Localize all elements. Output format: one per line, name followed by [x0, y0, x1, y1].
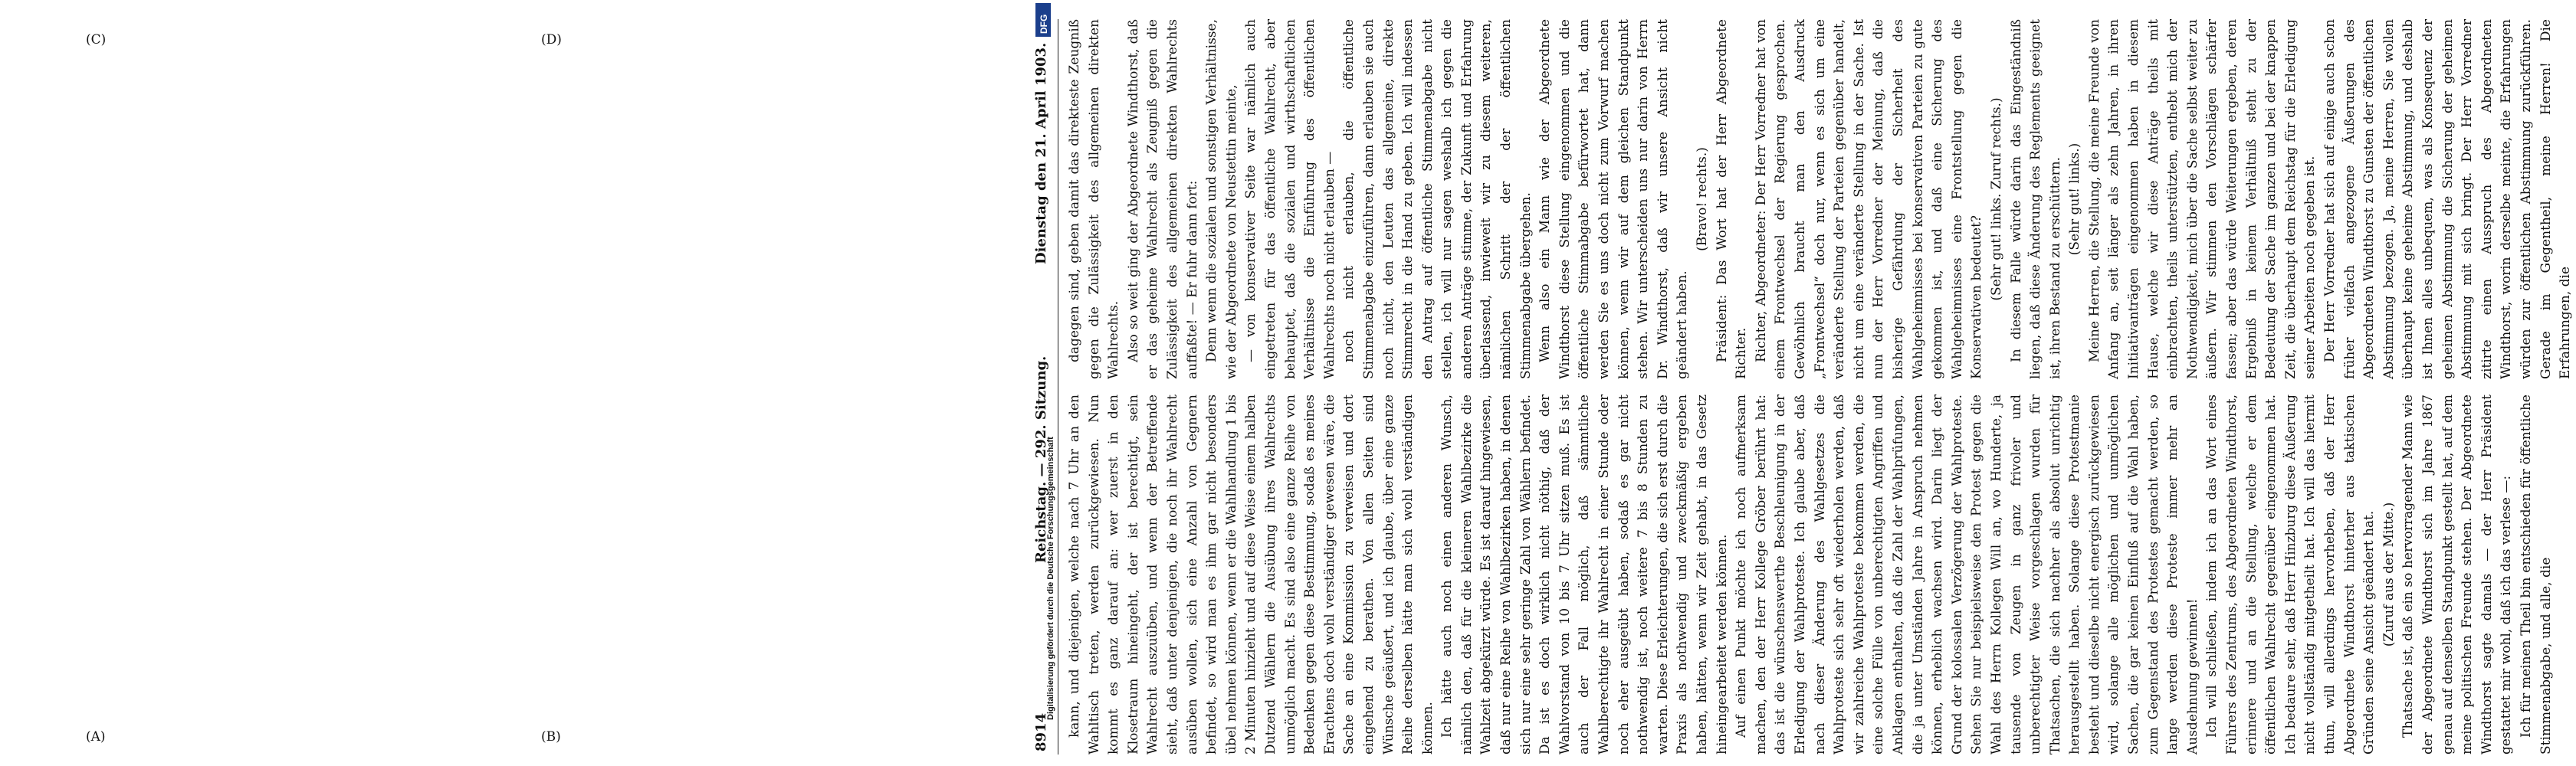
- left-column: [1065, 394, 2554, 755]
- dfg-logo: [1034, 2, 1058, 40]
- margin-marker-d: (D): [541, 32, 562, 47]
- margin-marker-c: (C): [86, 32, 107, 47]
- paragraph: In diesem Falle würde darin das Eingeständniß liegen, daß diese Änderung des Reglements geeignet ist, ihren Bestand zu erschüttern.: [2008, 19, 2063, 379]
- digitization-credit: [1044, 31, 1056, 766]
- paragraph: Richter, Abgeordneter: Der Herr Vorredner hat von einem Frontwechsel der Regierung gesprochen. Gewöhnlich braucht man den Ausdruck „Frontwechsel“ doch nur, wenn es sich um eine veränderte Stellung der Parteien gegenüber handelt, nicht um eine veränderte Stellung in der Sache. Ist nun der Herr Vorredner der Meinung, daß die bisherige Gefährdung der Sicherheit des Wahlgeheimnisses bei konservativen Parteien zu gute gekommen ist, und daß eine Sicherung des Wahlgeheimnisses eine Frontstellung gegen die Konservativen bedeutet?: [1753, 19, 1985, 379]
- paragraph: — von konservativer Seite war nämlich auch eingetreten für das öffentliche Wahlrecht, aber behauptet, daß die sozialen und wirthschaftlichen Verhältnisse die Einführung des öffentlichen Wahlrechts noch nicht erlauben —: [1243, 19, 1337, 379]
- paragraph: (Zuruf aus der Mitte.): [2381, 502, 2397, 647]
- paragraph: Auf einen Punkt möchte ich noch aufmerksam machen, den der Herr Kollege Gröber berührt hat: das ist die wünschenswerthe Beschleunigung in der Erledigung der Wahlproteste. Ich glaube aber, daß nach dieser Änderung des Wahlgesetzes die Wahlproteste sich sehr oft wiederholen werden, daß wir zahlreiche Wahlproteste bekommen werden, die eine solche Fülle von unberechtigten Angriffen und Anklagen enthalten, daß die Zahl der Wahlprüfungen, die ja unter Umständen Jahre in Anspruch nehmen können, erheblich wachsen wird. Darin liegt der Grund der kolossalen Verzögerung der Wahlproteste. Sehen Sie nur beispielsweise den Protest gegen die Wahl des Herrn Kollegen Will an, wo Hunderte, ja tausende von Zeugen in ganz frivoler und unberechtigter Weise vorgeschlagen wurden für Thatsachen, die sich nachher als absolut unrichtig herausgestellt haben. Solange diese Protestmanie besteht und dieselbe nicht energisch zurückgewiesen wird, solange alle möglichen und unmöglichen Sachen, die gar keinen Einfluß auf die Wahl haben, zum Gegenstand des Protestes gemacht werden, so lange werden diese Proteste immer mehr an Ausdehnung gewinnen!: [1734, 394, 2200, 755]
- rotated-page: [1027, 19, 2574, 755]
- paragraph: Ich hätte auch noch einen anderen Wunsch, nämlich den, daß für die kleineren Wahlbezirke die Wahlzeit abgekürzt würde. Es ist darauf hingewiesen, daß nur eine Reihe von Wahlbezirken haben, in denen sich nur eine sehr geringe Zahl von Wählern befindet. Da ist es doch wirklich nicht nöthig, daß der Wahlvorstand von 10 bis 7 Uhr sitzen muß. Es ist auch der Fall möglich, daß sämmtliche Wahlberechtigte ihr Wahlrecht in einer Stunde oder noch eher ausgeübt haben, sodaß es gar nicht nothwendig ist, noch weitere 7 bis 8 Stunden zu warten. Diese Erleichterungen, die sich erst durch die Praxis als nothwendig und zweckmäßig ergeben haben, hätten, wenn wir Zeit gehabt, in das Gesetz hineingearbeitet werden können.: [1439, 394, 1730, 755]
- paragraph: (Sehr gut! links.): [2067, 142, 2083, 256]
- margin-marker-a: (A): [86, 729, 106, 745]
- paragraph: Wenn also ein Mann wie der Abgeordnete Windthorst diese Stellung eingenommen und die öffentliche Stimmabgabe befürwortet hat, dann werden Sie es uns doch nicht zum Vorwurf machen können, wenn wir auf dem gleichen Standpunkt stehen. Wir unterscheiden uns nur darin von Herrn Dr. Windthorst, daß wir unsere Ansicht nicht geändert haben.: [1537, 19, 1691, 379]
- paragraph: Ich will schließen, indem ich an das Wort eines Führers des Zentrums, des Abgeordneten Windthorst, erinnere und an die Stellung, welche er dem öffentlichen Wahlrecht gegenüber eingenommen hat. Ich bedaure sehr, daß Herr Hinzburg diese Äußerung nicht vollständig mitgetheilt hat. Ich will das hiermit thun, will allerdings hervorheben, daß der Herr Abgeordnete Windthorst hinterher aus taktischen Gründen seine Ansicht geändert hat.: [2204, 394, 2377, 755]
- credit-text: Digitalisierung gefördert durch die Deutsche Forschungsgemeinschaft: [1046, 437, 1055, 720]
- right-column: [1065, 19, 2574, 379]
- paragraph: (Bravo! rechts.): [1695, 147, 1710, 251]
- session-date: Dienstag den 21. April 1903.: [1033, 42, 1049, 264]
- paragraph: Präsident: Das Wort hat der Herr Abgeordnete Richter.: [1714, 19, 1750, 379]
- paragraph: (Sehr gut! links. Zuruf rechts.): [1988, 97, 2004, 301]
- margin-marker-b: (B): [541, 729, 561, 745]
- paragraph: Thatsache ist, daß ein so hervorragender Mann wie der Abgeordnete Windthorst sich im Jahre 1867 genau auf denselben Standpunkt gestellt hat, auf dem meine politischen Freunde stehen. Der Abgeordnete Windthorst sagte damals — der Herr Präsident gestattet mir wohl, daß ich das verlese —:: [2400, 394, 2515, 755]
- dfg-logo-text: DFG: [1039, 14, 1049, 34]
- paragraph: kann, und diejenigen, welche nach 7 Uhr an den Wahltisch treten, werden zurückgewiesen. Nun kommt es ganz darauf an: wer zuerst in den Klosetraum hineingeht, der ist berechtigt, sein Wahlrecht auszuüben, und wenn der Betreffende sieht, daß unter denjenigen, die noch ihr Wahlrecht ausüben wollen, sich eine Anzahl von Gegnern befindet, so wird man es ihm gar nicht besonders übel nehmen können, wenn er die Wahlhandlung 1 bis 2 Minuten hinzieht und auf diese Weise einem halben Dutzend Wählern die Ausübung ihres Wahlrechts unmöglich macht. Es sind also eine ganze Reihe von Bedenken gegen diese Bestimmung, sodaß es meines Erachtens doch wohl verständiger gewesen wäre, die Sache an eine Kommission zu verweisen und dort eingehend zu berathen. Von allen Seiten sind Wünsche geäußert, und ich glaube, über eine ganze Reihe derselben hätte man sich wohl verständigen können.: [1067, 394, 1436, 755]
- paragraph: Der Herr Vorredner hat sich auf einige auch schon früher vielfach angezogene Äußerungen des Abgeordneten Windthorst zu Gunsten der öffentlichen Abstimmung bezogen. Ja, meine Herren, Sie wollen überhaupt keine geheime Abstimmung, und deshalb ist Ihnen alles unbequem, was als Konsequenz der geheimen Abstimmung die Sicherung der geheimen Abstimmung mit sich bringt. Der Herr Vorredner zitirte einen Ausspruch des Abgeordneten Windthorst, worin derselbe meinte, die Erfahrungen würden zur öffentlichen Abstimmung zurückführen. Gerade im Gegentheil, meine Herren! Die Erfahrungen, die: [2322, 19, 2574, 379]
- paragraph: noch nicht erlauben, die öffentliche Stimmenabgabe einzuführen, dann erlauben sie auch noch nicht, den Leuten das allgemeine, direkte Stimmrecht in die Hand zu geben. Ich will indessen den Antrag auf öffentliche Stimmenabgabe nicht stellen, ich will nur sagen weshalb ich gegen die anderen Anträge stimme, der Zukunft und Erfahrung überlassend, inwieweit wir zu diesem weiteren, nämlichen Schritt der der öffentlichen Stimmenabgabe übergehen.: [1341, 19, 1534, 379]
- paragraph: Denn wenn die sozialen und sonstigen Verhältnisse, wie der Abgeordnete von Neustettin meinte,: [1204, 19, 1239, 379]
- paragraph: Ich für meinen Theil bin entschieden für öffentliche Stimmenabgabe, und alle, die: [2518, 394, 2554, 755]
- paragraph: Meine Herren, die Stellung, die meine Freunde von Anfang an, seit länger als zehn Jahren, in ihren Initiativanträgen eingenommen haben in diesem Hause, welche wir diese Anträge theils mit einbrachten, theils unterstützten, enthebt mich der Nothwendigkeit, mich über die Sache selbst weiter zu äußern. Wir stimmen den Vorschlägen schärfer fassen; aber das würde Weiterungen ergeben, deren Ergebniß in keinem Verhältniß steht zu der Bedeutung der Sache im ganzen und bei der knappen Zeit, die überhaupt dem Reichstag für die Erledigung seiner Arbeiten noch gegeben ist.: [2086, 19, 2318, 379]
- paragraph: Also so weit ging der Abgeordnete Windthorst, daß er das geheime Wahlrecht als Zeugniß gegen die Zulässigkeit des allgemeinen direkten Wahlrechts auffaßte! — Er fuhr dann fort:: [1125, 19, 1200, 379]
- session-title: Reichstag. — 292. Sitzung.: [1033, 355, 1049, 563]
- paragraph: dagegen sind, geben damit das direkteste Zeugniß gegen die Zulässigkeit des allgemeinen direkten Wahlrechts.: [1067, 19, 1122, 379]
- page-number: 8914: [1033, 712, 1049, 751]
